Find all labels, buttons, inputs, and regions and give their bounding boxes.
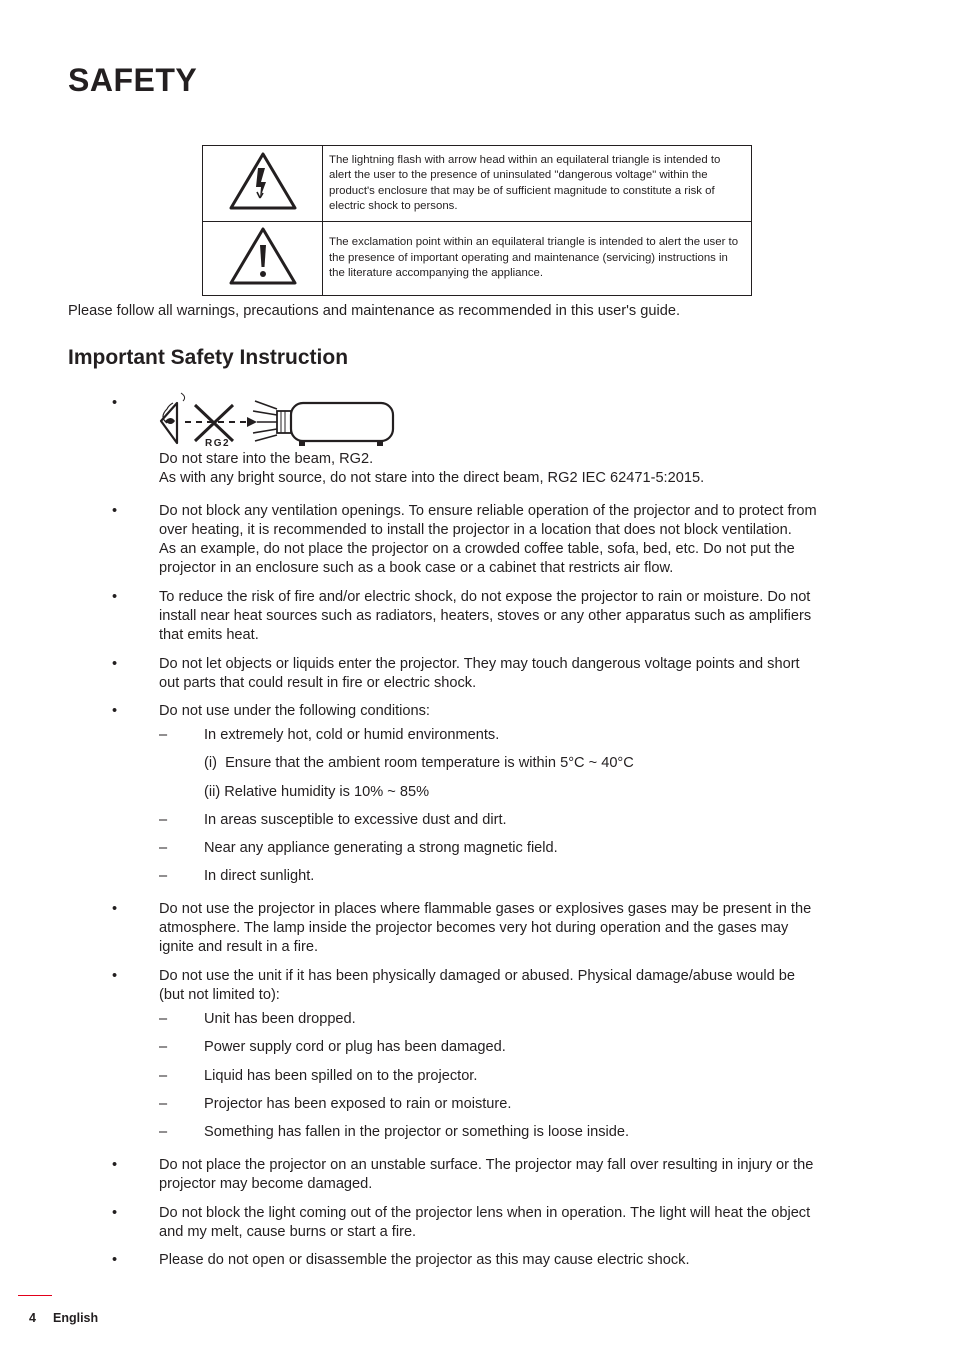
gases-text: ignite and result in a fire.: [159, 939, 318, 955]
gases-text: Do not use the projector in places where flammable gases or explosives gases may be present in the: [159, 901, 812, 917]
bullet-marker: •: [112, 656, 118, 672]
bullet-marker: •: [112, 1157, 118, 1173]
footer-accent-line: [18, 1295, 52, 1296]
conditions-intro: Do not use under the following conditions:: [159, 703, 430, 719]
rg2-line: As with any bright source, do not stare into the direct beam, RG2 IEC 62471-5:2015.: [159, 470, 705, 486]
exclamation-warning-icon: [227, 225, 299, 287]
table-row: [203, 146, 752, 222]
ventilation-text: Do not block any ventilation openings. To ensure reliable operation of the projector and to protect from: [159, 503, 817, 519]
dash-marker: –: [159, 812, 168, 828]
damage-item: Liquid has been spilled on to the projector.: [204, 1068, 478, 1084]
bullet-marker: •: [112, 1205, 118, 1221]
dash-marker: –: [159, 840, 168, 856]
rg2-warning-figure: [157, 389, 397, 451]
table-row: [203, 222, 752, 296]
dash-marker: –: [159, 868, 168, 884]
fire-text: that emits heat.: [159, 627, 259, 643]
condition-subitem: (ii) Relative humidity is 10% ~ 85%: [204, 784, 430, 800]
bullet-marker: •: [112, 395, 118, 411]
dash-marker: –: [159, 1068, 168, 1084]
rg2-line: Do not stare into the beam, RG2.: [159, 451, 374, 467]
fire-text: To reduce the risk of fire and/or electric shock, do not expose the projector to rain or moisture. Do not: [159, 589, 811, 605]
condition-item: In direct sunlight.: [204, 868, 315, 884]
light-text: and my melt, cause burns or start a fire.: [159, 1224, 417, 1240]
dash-marker: –: [159, 1011, 168, 1027]
intro-text: Please follow all warnings, precautions and maintenance as recommended in this user's guide.: [68, 303, 681, 319]
damaged-text: Do not use the unit if it has been physically damaged or abused. Physical damage/abuse would be: [159, 968, 796, 984]
unstable-text: Do not place the projector on an unstable surface. The projector may fall over resulting in injury or the: [159, 1157, 814, 1173]
page-title: SAFETY: [68, 62, 198, 98]
damaged-text: (but not limited to):: [159, 987, 280, 1003]
icon-cell: [203, 222, 323, 296]
objects-text: out parts that could result in fire or electric shock.: [159, 675, 477, 691]
dash-marker: –: [159, 1096, 168, 1112]
damage-item: Unit has been dropped.: [204, 1011, 356, 1027]
condition-item: In areas susceptible to excessive dust and dirt.: [204, 812, 507, 828]
ventilation-text: As an example, do not place the projector on a crowded coffee table, sofa, bed, etc. Do not put the: [159, 541, 795, 557]
bullet-marker: •: [112, 968, 118, 984]
bullet-marker: •: [112, 703, 118, 719]
lightning-warning-icon: [227, 150, 299, 212]
objects-text: Do not let objects or liquids enter the projector. They may touch dangerous voltage points and short: [159, 656, 800, 672]
section-heading: Important Safety Instruction: [68, 346, 349, 369]
footer-language: English: [53, 1311, 99, 1325]
damage-item: Projector has been exposed to rain or moisture.: [204, 1096, 512, 1112]
dash-marker: –: [159, 1039, 168, 1055]
condition-item: Near any appliance generating a strong magnetic field.: [204, 840, 558, 856]
gases-text: atmosphere. The lamp inside the projector becomes very hot during operation and the gases may: [159, 920, 789, 936]
damage-item: Something has fallen in the projector or something is loose inside.: [204, 1124, 630, 1140]
bullet-marker: •: [112, 1252, 118, 1268]
ventilation-text: over heating, it is recommended to install the projector in a location that does not block ventilation.: [159, 522, 792, 538]
dash-marker: –: [159, 1124, 168, 1140]
condition-subitem: (i) Ensure that the ambient room temperature is within 5°C ~ 40°C: [204, 755, 634, 771]
fire-text: install near heat sources such as radiators, heaters, stoves or any other apparatus such as amplifiers: [159, 608, 812, 624]
ventilation-text: projector in an enclosure such as a book case or a cabinet that restricts air flow.: [159, 560, 674, 576]
page-number: 4: [29, 1311, 36, 1325]
bullet-marker: •: [112, 503, 118, 519]
warning-symbols-table: [202, 145, 752, 296]
symbol-description: The lightning flash with arrow head within an equilateral triangle is intended to alert the user to the presence of uninsulated "dangerous voltage" within the product's enclosure that may be of sufficient magnitude to constitute a risk of electric shock to persons.: [323, 146, 752, 222]
rg2-figure-label: RG2: [205, 438, 231, 449]
bullet-marker: •: [112, 589, 118, 605]
damage-item: Power supply cord or plug has been damaged.: [204, 1039, 506, 1055]
unstable-text: projector may become damaged.: [159, 1176, 373, 1192]
dash-marker: –: [159, 727, 168, 743]
light-text: Do not block the light coming out of the projector lens when in operation. The light will heat the object: [159, 1205, 811, 1221]
symbol-description: The exclamation point within an equilateral triangle is intended to alert the user to the presence of important operating and maintenance (servicing) instructions in the literature accompanying the appliance.: [323, 222, 752, 296]
disassemble-text: Please do not open or disassemble the projector as this may cause electric shock.: [159, 1252, 690, 1268]
icon-cell: [203, 146, 323, 222]
bullet-marker: •: [112, 901, 118, 917]
condition-item: In extremely hot, cold or humid environments.: [204, 727, 500, 743]
